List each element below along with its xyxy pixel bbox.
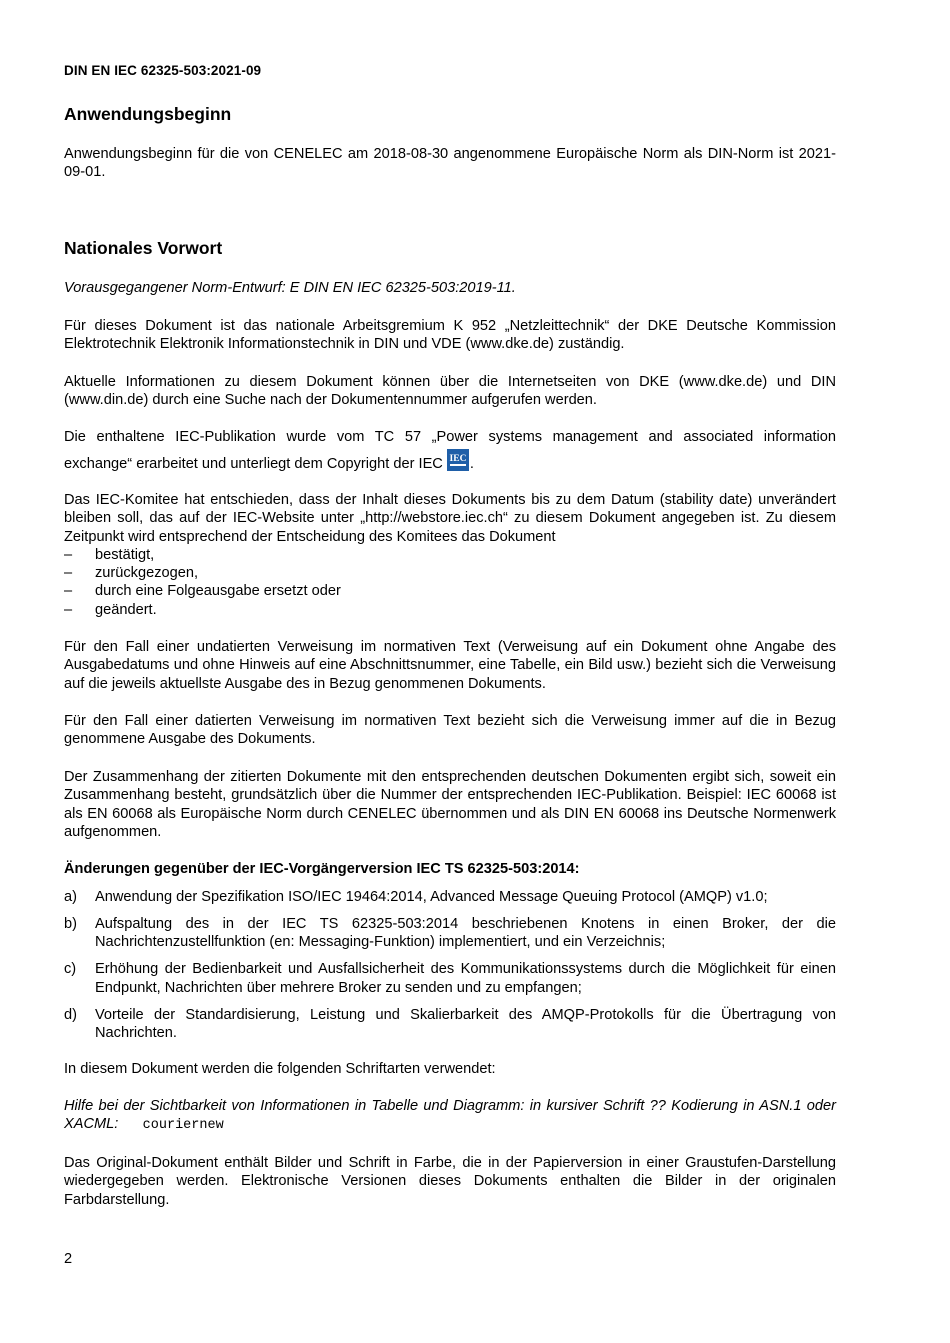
list-item-text: geändert. (95, 601, 157, 618)
list-item-text: durch eine Folgeausgabe ersetzt oder (95, 583, 341, 600)
paragraph-stability-date-block (64, 491, 836, 619)
paragraph-iec-publication (64, 428, 836, 474)
changes-heading: Änderungen gegenüber der IEC-Vorgängerversion IEC TS 62325-503:2014: (64, 861, 580, 877)
fonts-italic-text: Hilfe bei der Sichtbarkeit von Informationen in Tabelle und Diagramm: in kursiver Schrift ?? Kodierung in ASN.1 oder XACML: (64, 1098, 836, 1133)
draft-reference: Vorausgegangener Norm-Entwurf: E DIN EN IEC 62325-503:2019-11. (64, 280, 516, 296)
iec-publication-line-2-end: . (469, 456, 474, 473)
list-item-text: Erhöhung der Bedienbarkeit und Ausfallsicherheit des Kommunikationssystems durch die Möglichkeit für einen Endpunkt, Nachrichten über mehrere Broker zu senden und zu empfangen; (95, 961, 836, 996)
fonts-intro: In diesem Dokument werden die folgenden Schriftarten verwendet: (64, 1061, 496, 1077)
section-title-nationales-vorwort: Nationales Vorwort (64, 238, 223, 258)
paragraph-responsibility: Für dieses Dokument ist das nationale Arbeitsgremium K 952 „Netzleittechnik“ der DKE Deutsche Kommission Elektrotechnik Elektronik Informationstechnik in DIN und VDE (www.dke.de) zuständig. (64, 318, 836, 353)
paragraph-undated-reference: Für den Fall einer undatierten Verweisung im normativen Text (Verweisung auf ein Dokument ohne Angabe des Ausgabedatums und ohne Hinweis auf eine Abschnittsnummer, eine Tabelle, ein Bild usw.) bezieht sich die Verweisung auf die jeweils aktuellste Ausgabe des in Bezug genommenen Dokuments. (64, 639, 836, 692)
list-item (64, 601, 836, 619)
list-item (64, 546, 836, 564)
list-item (64, 960, 836, 997)
section-title-anwendungsbeginn: Anwendungsbeginn (64, 104, 232, 124)
list-marker: b) (64, 916, 77, 933)
iec-logo-icon (447, 449, 469, 471)
iec-publication-line-2-text: exchange“ erarbeitet und unterliegt dem Copyright der IEC (64, 456, 443, 473)
list-item-text: Aufspaltung des in der IEC TS 62325-503:2014 beschriebenen Knotens in einen Broker, der die Nachrichtenzustellfunktion (en: Messaging-Funktion) implementiert, und ein Verzeichnis; (95, 916, 836, 951)
fonts-mono-sample: couriernew (142, 1118, 224, 1134)
list-item-text: Vorteile der Standardisierung, Leistung und Skalierbarkeit des AMQP-Protokolls für die Übertragung von Nachrichten. (95, 1006, 836, 1042)
anwendungsbeginn-paragraph: Anwendungsbeginn für die von CENELEC am 2018-08-30 angenommene Europäische Norm als DIN-Norm ist 2021-09-01. (64, 146, 836, 181)
iec-publication-line-1: Die enthaltene IEC-Publikation wurde vom TC 57 „Power systems management and associated information (64, 429, 836, 445)
list-item-text: bestätigt, (95, 546, 155, 563)
list-item (64, 582, 836, 600)
paragraph-color-note: Das Original-Dokument enthält Bilder und Schrift in Farbe, die in der Papierversion in einer Graustufen-Darstellung wiedergegeben werden. Elektronische Versionen dieses Dokuments enthalten die Bilder in der originalen Farbdarstellung. (64, 1155, 836, 1208)
changes-list (64, 888, 836, 1051)
iec-publication-line-2 (64, 449, 836, 473)
document-identifier: DIN EN IEC 62325-503:2021-09 (64, 63, 262, 78)
list-dash: – (64, 601, 73, 618)
iec-logo-text: IEC (449, 454, 467, 465)
list-item-text: zurückgezogen, (95, 565, 199, 582)
list-dash: – (64, 565, 73, 582)
page-number: 2 (64, 1251, 73, 1267)
list-item (64, 888, 836, 906)
list-item-text: Anwendung der Spezifikation ISO/IEC 19464:2014, Advanced Message Queuing Protocol (AMQP) v1.0; (95, 889, 768, 905)
list-dash: – (64, 583, 73, 600)
fonts-description (64, 1097, 836, 1136)
decision-list (64, 546, 836, 619)
list-marker: c) (64, 961, 77, 978)
list-item (64, 915, 836, 952)
list-marker: d) (64, 1006, 77, 1023)
paragraph-document-relation: Der Zusammenhang der zitierten Dokumente mit den entsprechenden deutschen Dokumenten ergibt sich, soweit ein Zusammenhang besteht, grundsätzlich über die Nummer der entsprechenden IEC-Publikation. Beispiel: IEC 60068 ist als EN 60068 als Europäische Norm durch CENELEC übernommen und als DIN EN 60068 ins Deutsche Normenwerk aufgenommen. (64, 769, 836, 840)
list-dash: – (64, 546, 73, 563)
list-item (64, 564, 836, 582)
paragraph-current-information: Aktuelle Informationen zu diesem Dokument können über die Internetseiten von DKE (www.dke.de) und DIN (www.din.de) durch eine Suche nach der Dokumentennummer aufgerufen werden. (64, 374, 836, 409)
list-marker: a) (64, 889, 77, 905)
paragraph-dated-reference: Für den Fall einer datierten Verweisung im normativen Text bezieht sich die Verweisung immer auf die in Bezug genommene Ausgabe des Dokuments. (64, 713, 836, 748)
list-item (64, 1006, 836, 1043)
paragraph-stability-date: Das IEC-Komitee hat entschieden, dass der Inhalt dieses Dokuments bis zu dem Datum (stability date) unverändert bleiben soll, das auf der IEC-Website unter „http://webstore.iec.ch“ zu diesem Dokument angegeben ist. Zu diesem Zeitpunkt wird entsprechend der Entscheidung des Komitees das Dokument (64, 492, 836, 545)
